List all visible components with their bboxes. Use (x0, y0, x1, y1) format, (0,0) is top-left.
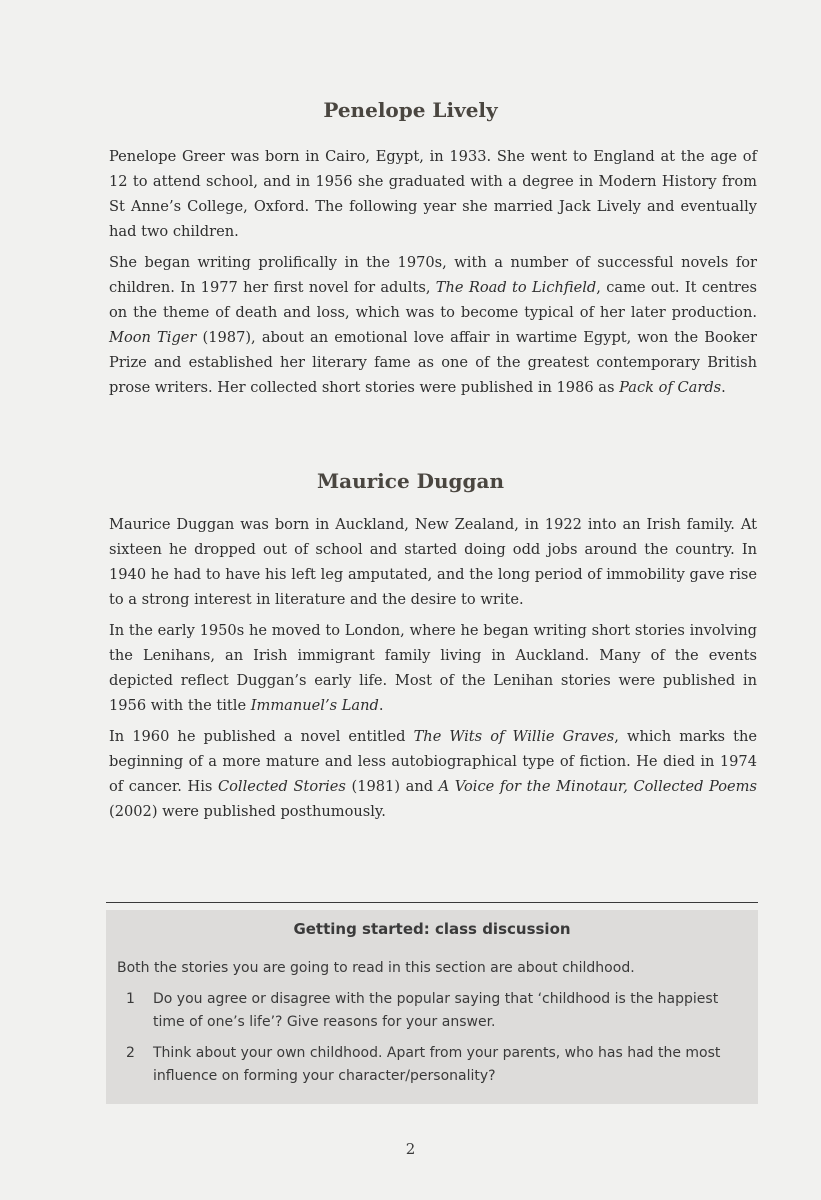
question-number: 1 (126, 991, 135, 1007)
bio-paragraph (109, 144, 757, 244)
text-run: (1981) and (345, 778, 439, 795)
question-text: Do you agree or disagree with the popular saying that ‘childhood is the happiest time of one’s life’? Give reasons for your answer. (153, 991, 719, 1030)
discussion-title: Getting started: class discussion (293, 920, 571, 938)
italic-title: Pack of Cards (619, 379, 722, 396)
discussion-divider (106, 902, 758, 903)
bio-penelope-lively (109, 144, 757, 406)
bio-paragraph (109, 724, 757, 824)
text-run: , which marks the beginning of a more mature and less autobiographical type of fiction. He died in 1974 of cancer. His (109, 728, 757, 795)
text-run: She began writing prolifically in the 1970s, with a number of successful novels for children. In 1977 her first novel for adults, (109, 254, 757, 296)
discussion-box (106, 910, 758, 1104)
text-run: (1987), about an emotional love affair in wartime Egypt, won the Booker Prize and established her literary fame as one of the greatest contemporary British prose writers. Her collected short stories were published in 1986 as (109, 329, 757, 396)
text-run: , came out. It centres on the theme of death and loss, which was to become typical of her later production. (109, 279, 757, 321)
bio-paragraph (109, 250, 757, 400)
italic-title: The Wits of Willie Graves (413, 728, 615, 745)
text-run: (2002) were published posthumously. (109, 803, 386, 820)
bio-paragraph (109, 512, 757, 612)
text-run: . (378, 697, 384, 714)
italic-title: Moon Tiger (109, 329, 197, 346)
italic-title: Collected Stories (217, 778, 346, 795)
italic-title: A Voice for the Minotaur, Collected Poems (438, 778, 757, 795)
text-run: Penelope Greer was born in Cairo, Egypt, in 1933. She went to England at the age of 12 to attend school, and in 1956 she graduated with a degree in Modern History from St Anne’s College, Oxford. The following year she married Jack Lively and eventually had two children. (109, 148, 757, 240)
text-run: In the early 1950s he moved to London, where he began writing short stories involving the Lenihans, an Irish immigrant family living in Auckland. Many of the events depicted reflect Duggan’s early life. Most of the Lenihan stories were published in 1956 with the title (109, 622, 757, 714)
italic-title: Immanuel’s Land (250, 697, 379, 714)
discussion-intro: Both the stories you are going to read in this section are about childhood. (117, 960, 635, 976)
heading-maurice-duggan: Maurice Duggan (317, 469, 504, 493)
bio-maurice-duggan (109, 512, 757, 830)
page-number: 2 (405, 1140, 416, 1158)
text-run: Maurice Duggan was born in Auckland, New Zealand, in 1922 into an Irish family. At sixteen he dropped out of school and started doing odd jobs around the country. In 1940 he had to have his left leg amputated, and the long period of immobility gave rise to a strong interest in literature and the desire to write. (109, 516, 757, 608)
text-run: . (721, 379, 726, 396)
question-number: 2 (126, 1045, 135, 1061)
italic-title: The Road to Lichfield (435, 279, 597, 296)
heading-penelope-lively: Penelope Lively (323, 98, 498, 122)
question-text: Think about your own childhood. Apart from your parents, who has had the most influence on forming your character/personality? (153, 1045, 721, 1084)
bio-paragraph (109, 618, 757, 718)
text-run: In 1960 he published a novel entitled (109, 728, 414, 745)
